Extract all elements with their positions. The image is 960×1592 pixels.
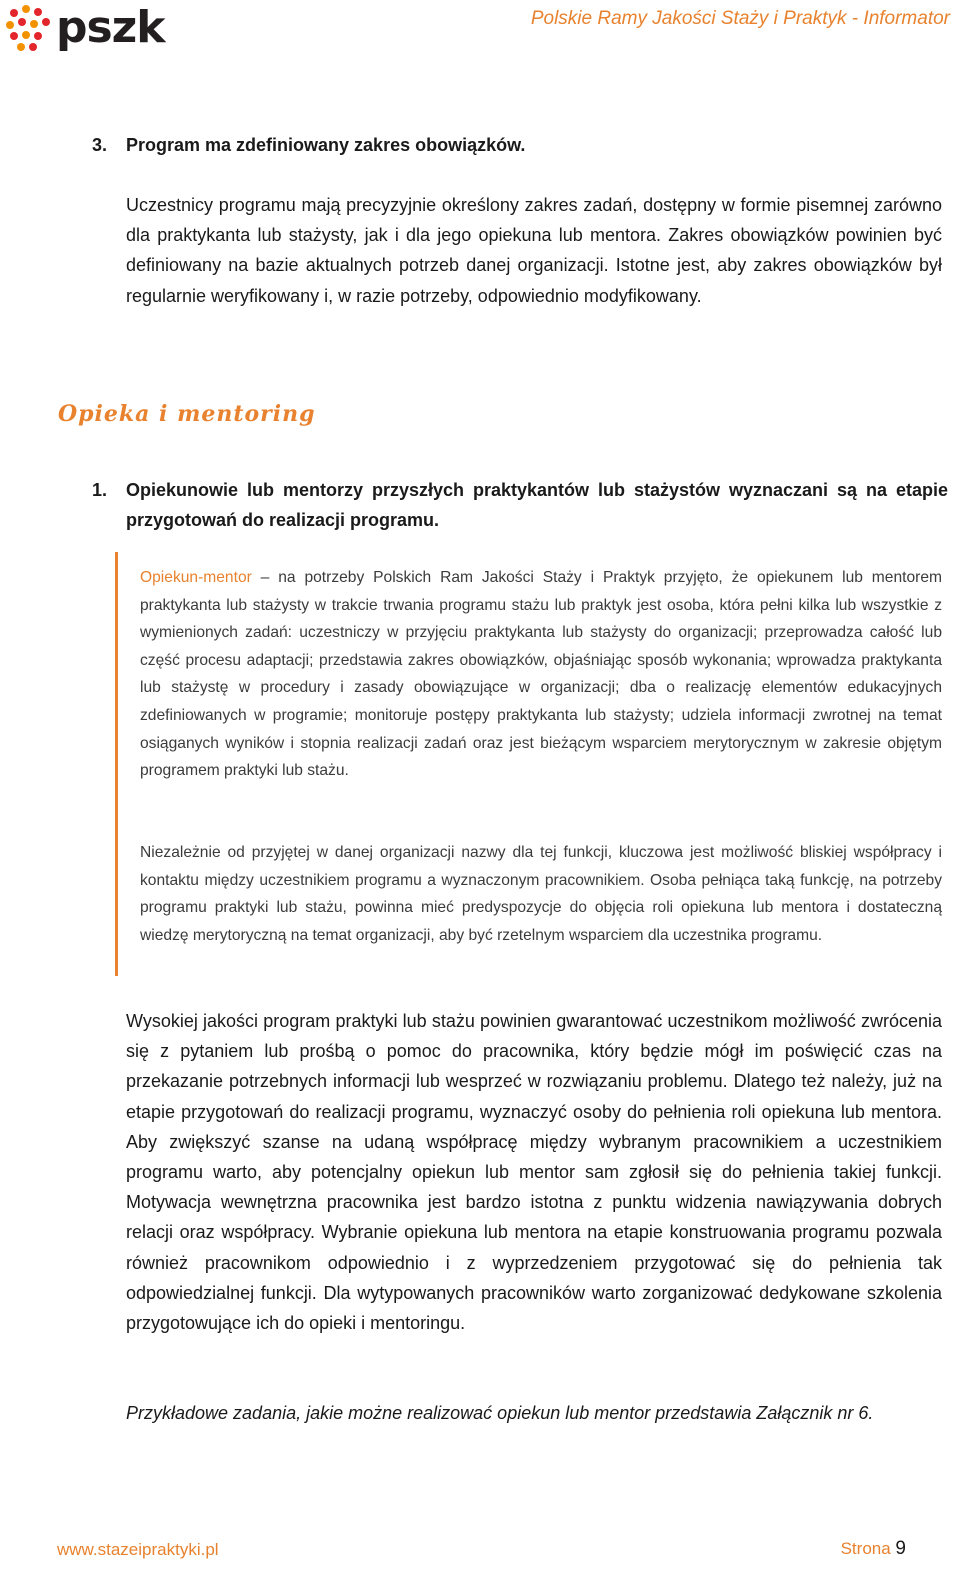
item-1-heading — [92, 475, 948, 535]
annex-reference-note: Przykładowe zadania, jakie możne realizować opiekun lub mentor przedstawia Załącznik nr 6. — [126, 1403, 874, 1423]
section-title: Opieka i mentoring — [58, 401, 316, 427]
definition-quote — [140, 564, 942, 785]
page-number: 9 — [895, 1538, 906, 1559]
item-heading-text: Opiekunowie lub mentorzy przyszłych praktykantów lub stażystów wyznaczani są na etapie przygotowań do realizacji programu. — [126, 480, 948, 530]
item-number: 1. — [92, 480, 108, 500]
quote-paragraph-2: Niezależnie od przyjętej w danej organizacji nazwy dla tej funkcji, kluczowa jest możliwość bliskiej współpracy i kontaktu między uczestnikiem programu a wyznaczonym pracownikiem. Osoba pełniąca taką funkcję, na potrzeby programu praktyki lub stażu, powinna mieć predyspozycje do objęcia roli opiekuna lub mentora i dostateczną wiedzę merytoryczną na temat organizacji, aby być rzetelnym wsparciem dla uczestnika programu. — [140, 844, 942, 944]
item-3-heading — [92, 130, 948, 160]
logo-wordmark: pszk — [56, 2, 165, 53]
footer-page-number — [841, 1538, 906, 1560]
pszk-logo — [4, 2, 165, 54]
quote-accent-bar — [115, 552, 118, 976]
item-number: 3. — [92, 135, 108, 155]
page-label: Strona — [840, 1539, 891, 1558]
body-paragraph: Wysokiej jakości program praktyki lub stażu powinien gwarantować uczestnikom możliwość zwrócenia się z pytaniem lub prośbą o pomoc do pracownika, który będzie mógł im poświęcić czas na przekazanie potrzebnych informacji lub wesprzeć w rozwiązaniu problemu. Dlatego też należy, już na etapie przygotowań do realizacji programu, wyznaczyć osoby do pełnienia roli opiekuna lub mentora. Aby zwiększyć szanse na udaną współpracę między wybranym pracownikiem a uczestnikiem programu warto, aby potencjalny opiekun lub mentor sam zgłosił się do pełnienia takiej funkcji. Motywacja wewnętrzna pracownika jest bardzo istotna z punktu widzenia nawiązywania dobrych relacji oraz współpracy. Wybranie opiekuna lub mentora na etapie konstruowania programu pozwala również pracownikom odpowiednio i z wyprzedzeniem przygotować się do pełnienia tak odpowiedzialnej funkcji. Dla wytypowanych pracowników warto zorganizować dedykowane szkolenia przygotowujące ich do opieki i mentoringu. — [126, 1011, 942, 1334]
logo-dots-icon — [4, 3, 54, 53]
page-header — [0, 0, 960, 60]
item-heading-text: Program ma zdefiniowany zakres obowiązków. — [126, 135, 526, 155]
definition-text: – na potrzeby Polskich Ram Jakości Staży i Praktyk przyjęto, że opiekunem lub mentorem praktykanta lub stażysty w trakcie trwania programu stażu lub praktyk jest osoba, która pełni kilka lub wszystkie z wymienionych zadań: uczestniczy w przyjęciu praktykanta lub stażysty do organizacji; przeprowadza całość lub część procesu adaptacji; przedstawia zakres obowiązków, objaśniając sposób wykonania; wprowadza praktykanta lub stażystę w procedury i zasady obowiązujące w organizacji; dba o realizację elementów edukacyjnych zdefiniowanych w programie; monitoruje postępy praktykanta lub stażysty; udziela informacji zwrotnej na temat osiąganych wyników i stopnia realizacji zadań oraz jest bieżącym wsparciem merytorycznym w zakresie objętym programem praktyki lub stażu. — [140, 569, 942, 780]
item-3-body: Uczestnicy programu mają precyzyjnie określony zakres zadań, dostępny w formie pisemnej zarówno dla praktykanta lub stażysty, jak i dla jego opiekuna lub mentora. Zakres obowiązków powinien być definiowany na bazie aktualnych potrzeb danej organizacji. Istotne jest, aby zakres obowiązków był regularnie weryfikowany i, w razie potrzeby, odpowiednio modyfikowany. — [126, 195, 942, 306]
document-title: Polskie Ramy Jakości Staży i Praktyk - Informator — [530, 8, 950, 29]
definition-term: Opiekun-mentor — [140, 569, 252, 586]
footer-website-link[interactable]: www.stazeipraktyki.pl — [57, 1540, 219, 1559]
